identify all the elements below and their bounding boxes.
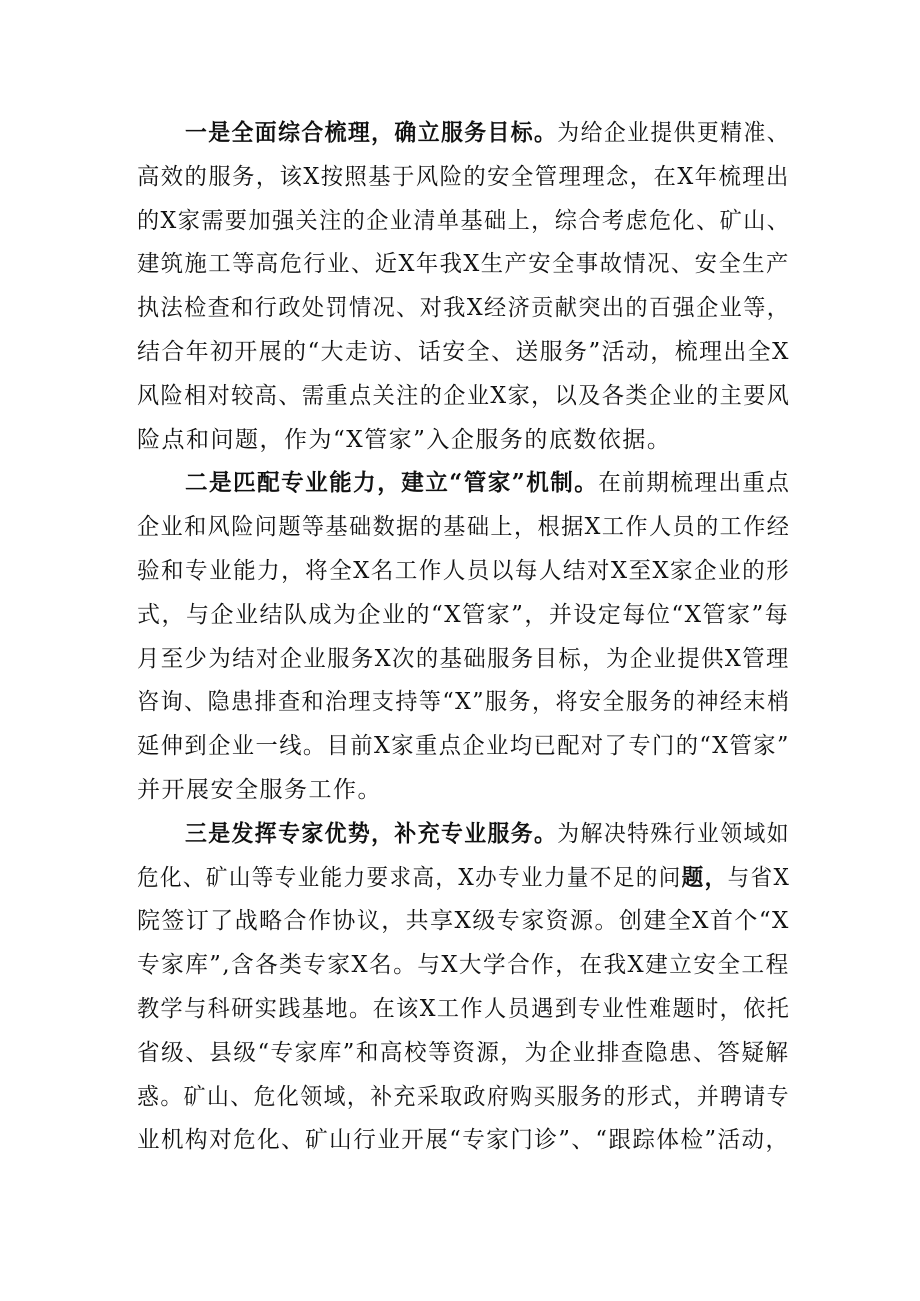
body-text: 业机构对危化、矿山行业开展“专家门诊”、“跟踪体检”活动， <box>137 1127 790 1153</box>
text-line <box>137 162 790 192</box>
text-line <box>137 1038 790 1068</box>
body-text: 式，与企业结队成为企业的“X管家”，并设定每位“X管家”每 <box>137 602 790 628</box>
body-text: 的X家需要加强关注的企业清单基础上，综合考虑危化、矿山、 <box>137 208 791 234</box>
body-text: 结合年初开展的“大走访、话安全、送服务”活动，梳理出全X <box>137 339 790 365</box>
body-text: 危化、矿山等专业能力要求高，X办专业力量不足的问 <box>137 865 682 891</box>
body-text: 风险相对较高、需重点关注的企业X家，以及各类企业的主要风 <box>137 383 791 409</box>
body-text: 专家库”,含各类专家X名。与X大学合作，在我X建立安全工程 <box>137 952 790 978</box>
text-line <box>137 381 790 411</box>
text-line <box>137 512 790 542</box>
body-text: 惑。矿山、危化领域，补充采取政府购买服务的形式，并聘请专 <box>137 1084 790 1110</box>
body-text: 月至少为结对企业服务X次的基础服务目标，为企业提供X管理 <box>137 646 790 672</box>
body-text: 与省X <box>727 865 791 891</box>
text-line <box>137 906 790 936</box>
text-line <box>137 1125 790 1155</box>
text-line <box>137 337 790 367</box>
body-text: 教学与科研实践基地。在该X工作人员遇到专业性难题时，依托 <box>137 996 791 1022</box>
text-line <box>137 950 790 980</box>
body-text: 院签订了战略合作协议，共享X级专家资源。创建全X首个“X <box>137 908 790 934</box>
text-line <box>137 600 789 630</box>
text-line <box>185 468 790 498</box>
text-line <box>137 206 790 236</box>
text-line <box>185 819 790 849</box>
body-text: 延伸到企业一线。目前X家重点企业均已配对了专门的“X管家” <box>137 733 790 759</box>
body-text: 在前期梳理出重点 <box>598 470 791 496</box>
body-text: 企业和风险问题等基础数据的基础上，根据X工作人员的工作经 <box>137 514 791 540</box>
body-text: 并开展安全服务工作。 <box>137 777 382 803</box>
body-text: 执法检查和行政处罚情况、对我X经济贡献突出的百强企业等， <box>137 295 791 321</box>
bold-heading-text: 二是匹配专业能力，建立“管家”机制。 <box>185 469 599 496</box>
text-line <box>137 994 790 1024</box>
body-text: 为解决特殊行业领域如 <box>557 821 790 847</box>
body-text: 为给企业提供更精准、 <box>557 120 790 146</box>
body-text: 建筑施工等高危行业、近X年我X生产安全事故情况、安全生产 <box>137 251 790 277</box>
text-line <box>137 644 790 674</box>
text-line <box>185 118 790 148</box>
body-text: 验和专业能力，将全X名工作人员以每人结对X至X家企业的形 <box>137 558 791 584</box>
body-text: 险点和问题，作为“X管家”入企服务的底数依据。 <box>137 427 672 453</box>
text-line <box>137 687 790 717</box>
body-text: 咨询、隐患排查和治理支持等“X”服务，将安全服务的神经末梢 <box>137 689 791 715</box>
text-line <box>137 425 671 455</box>
bold-heading-text: 题， <box>681 864 728 891</box>
text-line <box>137 1082 790 1112</box>
text-line <box>137 731 790 761</box>
bold-heading-text: 一是全面综合梳理，确立服务目标。 <box>185 119 558 146</box>
text-line <box>137 556 790 586</box>
body-text: 省级、县级“专家库”和高校等资源，为企业排查隐患、答疑解 <box>137 1040 790 1066</box>
text-line <box>137 249 790 279</box>
bold-heading-text: 三是发挥专家优势，补充专业服务。 <box>185 820 558 847</box>
text-line <box>137 863 790 893</box>
text-line <box>137 293 790 323</box>
text-line <box>137 775 382 805</box>
body-text: 高效的服务，该X按照基于风险的安全管理理念，在X年梳理出 <box>137 164 790 190</box>
